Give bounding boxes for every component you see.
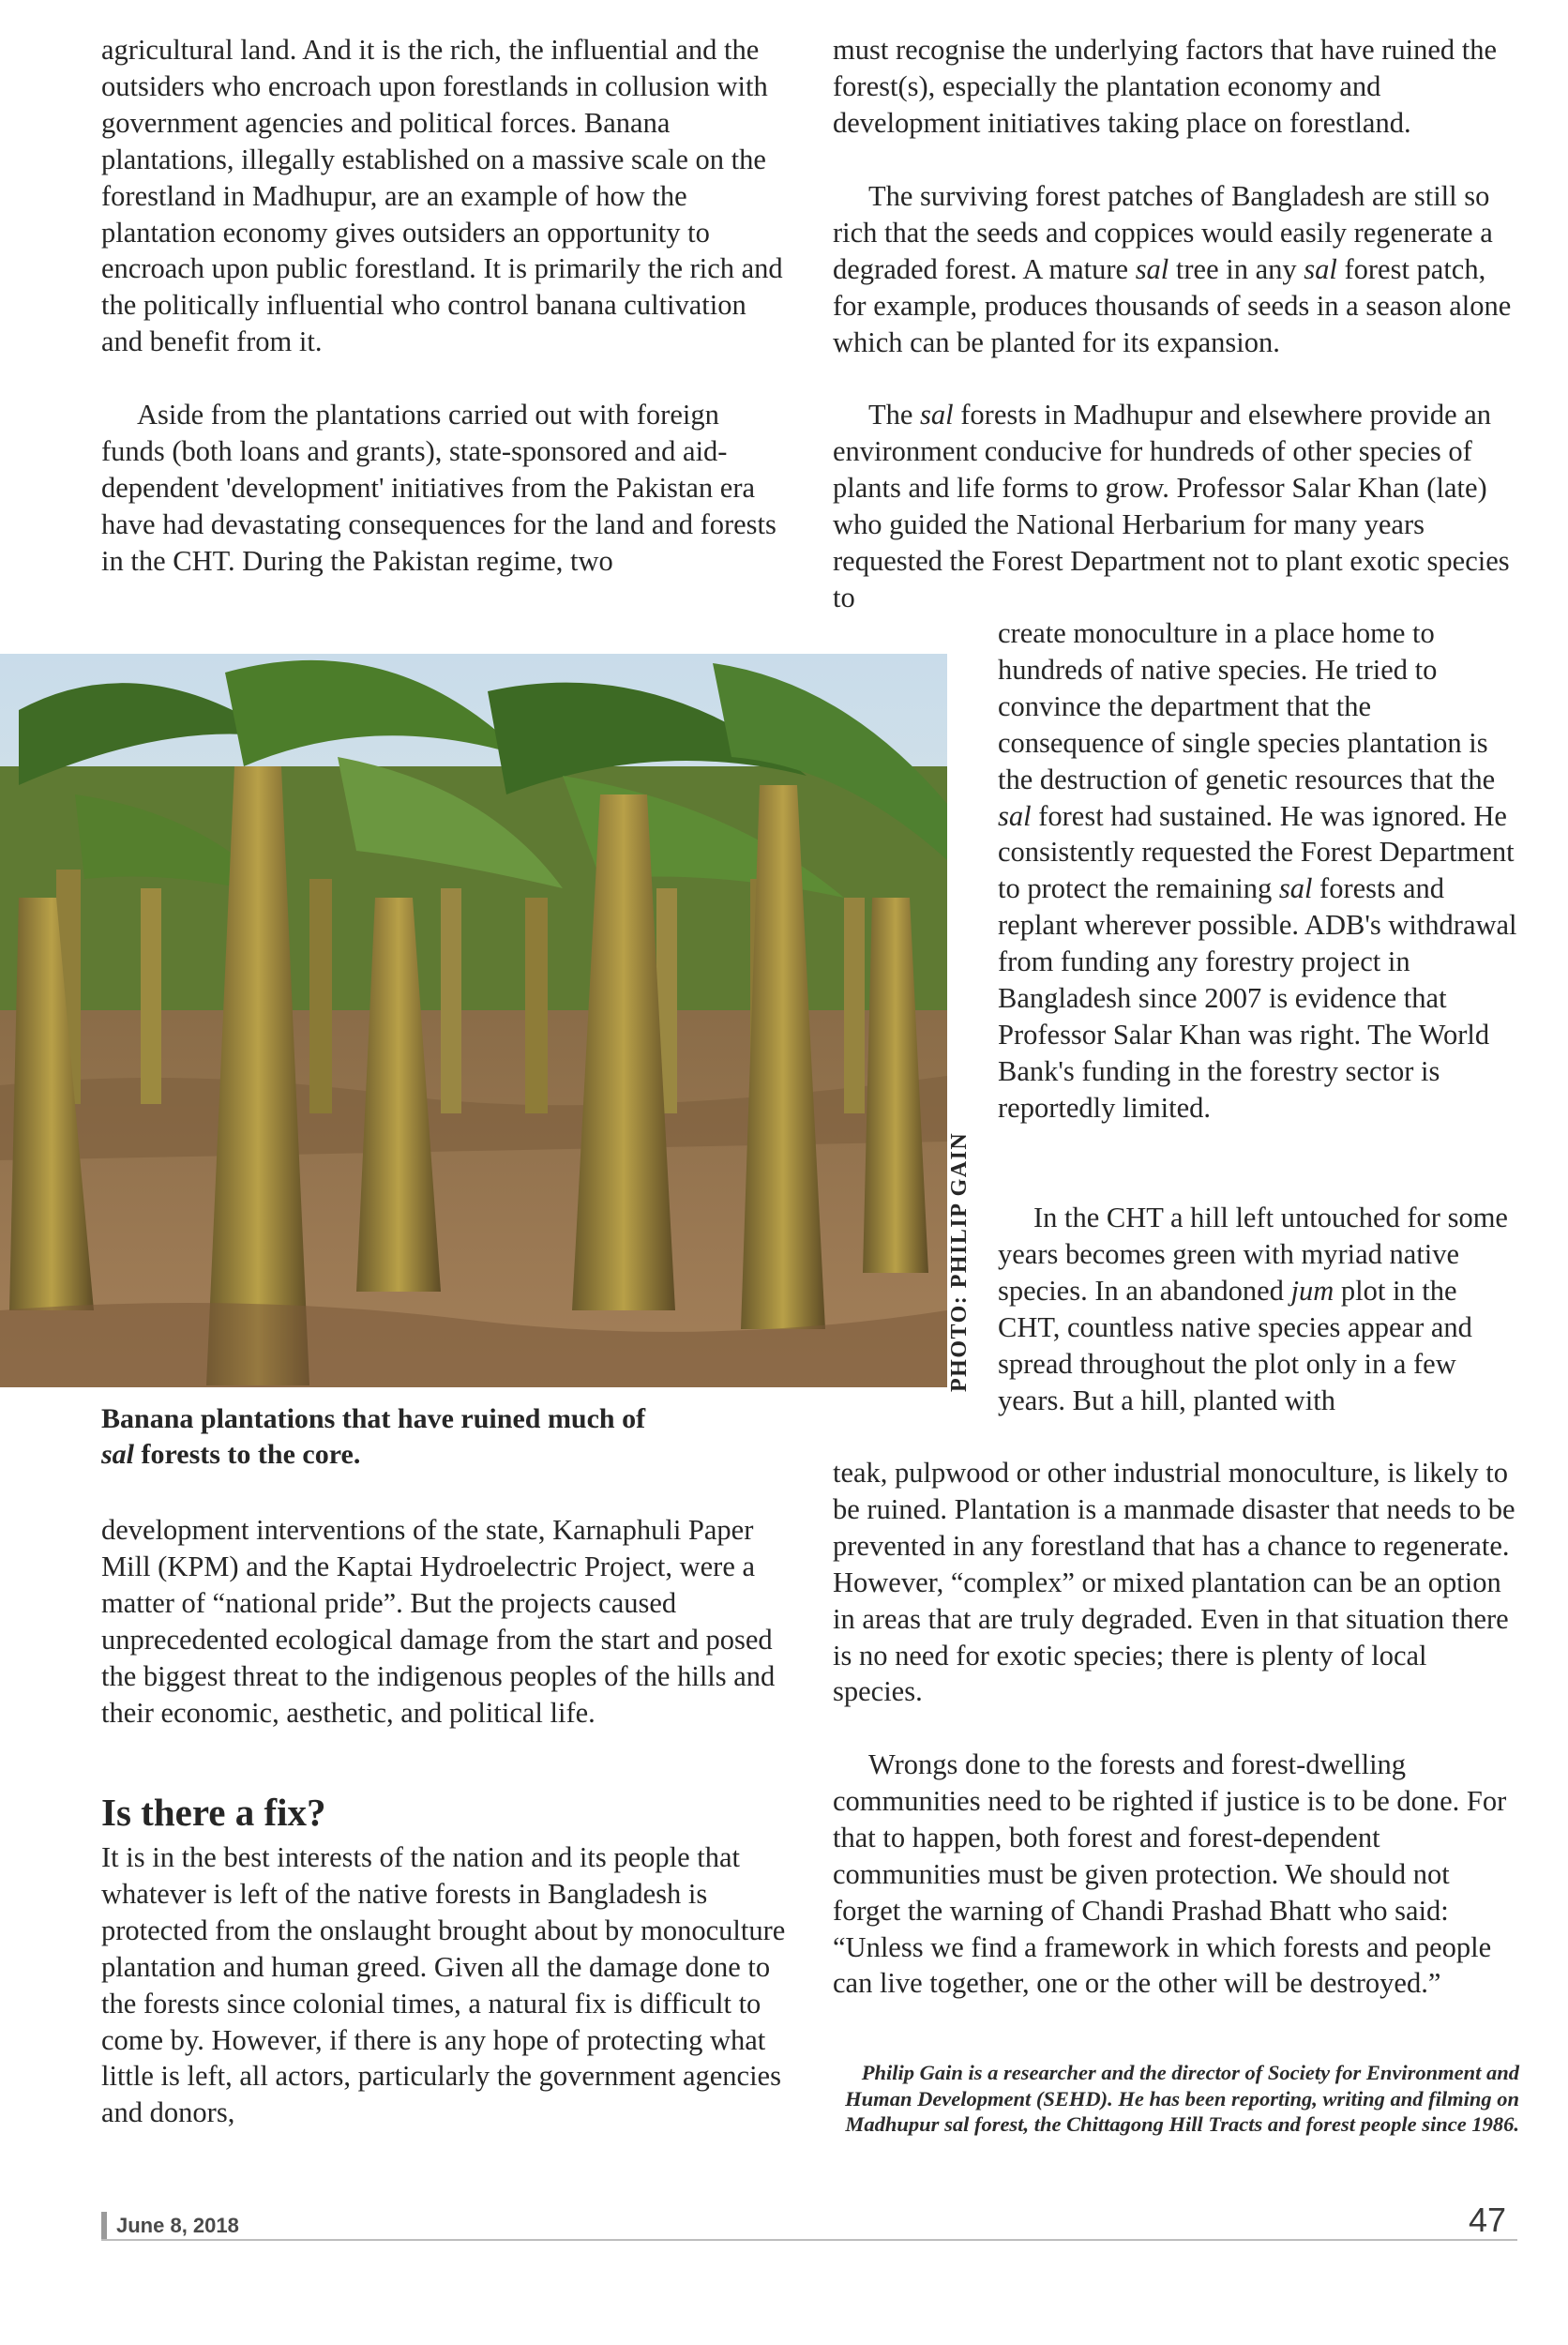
photo-caption: Banana plantations that have ruined much of sal forests to the core. [101, 1403, 646, 1470]
footer-accent-bar [101, 2212, 107, 2240]
body-paragraph: It is in the best interests of the nation and its people that whatever is left of the native forests in Bangladesh is protected from the onslaught brought about by monoculture plantation and human greed. Given all the damage done to the forests since colonial times, a natural fix is difficult to come by. However, if there is any hope of protecting what little is left, all actors, particularly the government agencies and donors, [101, 1841, 786, 2129]
body-paragraph: Wrongs done to the forests and forest-dwelling communities need to be righted if justice is to be done. For that to happen, both forest and forest-dependent communities must be given protection. We should not forget the warning of Chandi Prashad Bhatt who said: “Unless we find a framework in which forests and people can live together, one or the other will be destroyed.” [833, 1748, 1507, 2000]
body-paragraph: The sal forests in Madhupur and elsewhere provide an environment conducive for hundreds of other species of plants and life forms to grow. Professor Salar Khan (late) who guided the National Herbarium for many years requested the Forest Department not to plant exotic species to [833, 399, 1510, 613]
author-bio: Philip Gain is a researcher and the director of Society for Environment and Human Development (SEHD). He has been reporting, writing and filming on Madhupur sal forest, the Chittagong Hill Tracts and forest people since 1986. [845, 2061, 1519, 2137]
body-paragraph: development interventions of the state, Karnaphuli Paper Mill (KPM) and the Kaptai Hydroelectric Project, were a matter of “national pride”. But the projects caused unprecedented ecological damage from the start and posed the biggest threat to the indigenous peoples of the hills and their economic, aesthetic, and political life. [101, 1514, 776, 1729]
body-paragraph: teak, pulpwood or other industrial monoculture, is likely to be ruined. Plantation is a manmade disaster that needs to be prevented in any forestland that has a chance to regenerate. However, “complex” or mixed plantation can be an option in areas that are truly degraded. Even in that situation there is no need for exotic species; there is plenty of local species. [833, 1457, 1515, 1708]
section-heading: Is there a fix? [101, 1791, 326, 1834]
photo-credit: PHOTO: PHILIP GAIN [947, 1131, 972, 1392]
body-paragraph-wrapped: create monoculture in a place home to hundreds of native species. He tried to convince the department that the consequence of single species plantation is the destruction of genetic resources that the sal forest had sustained. He was ignored. He consistently requested the Forest Department to protect the remaining sal forests and replant wherever possible. ADB's withdrawal from funding any forestry project in Bangladesh since 2007 is evidence that Professor Salar Khan was right. The World Bank's funding in the forestry sector is reportedly limited. [998, 617, 1517, 1124]
footer-date: June 8, 2018 [116, 2214, 239, 2237]
body-paragraph: Aside from the plantations carried out with foreign funds (both loans and grants), state-sponsored and aid-dependent 'development' initiatives from the Pakistan era have had devastating consequences for the land and forests in the CHT. During the Pakistan regime, two [101, 399, 776, 577]
banana-plantation-photo [0, 654, 947, 1387]
body-paragraph-wrapped: In the CHT a hill left untouched for some years becomes green with myriad native species. In an abandoned jum plot in the CHT, countless native species appear and spread throughout the plot only in a few years. But a hill, planted with [998, 1202, 1508, 1416]
footer-rule [101, 2239, 1517, 2241]
page-number: 47 [1469, 2201, 1507, 2239]
body-paragraph: must recognise the underlying factors that have ruined the forest(s), especially the plantation economy and development initiatives taking place on forestland. [833, 34, 1498, 139]
body-paragraph: agricultural land. And it is the rich, the influential and the outsiders who encroach upon forestlands in collusion with government agencies and political forces. Banana plantations, illegally established on a massive scale on the forestland in Madhupur, are an example of how the plantation economy gives outsiders an opportunity to encroach upon public forestland. It is primarily the rich and the politically influential who control banana cultivation and benefit from it. [101, 34, 783, 358]
body-paragraph: The surviving forest patches of Bangladesh are still so rich that the seeds and coppices would easily regenerate a degraded forest. A mature sal tree in any sal forest patch, for example, produces thousands of seeds in a season alone which can be planted for its expansion. [833, 180, 1512, 358]
